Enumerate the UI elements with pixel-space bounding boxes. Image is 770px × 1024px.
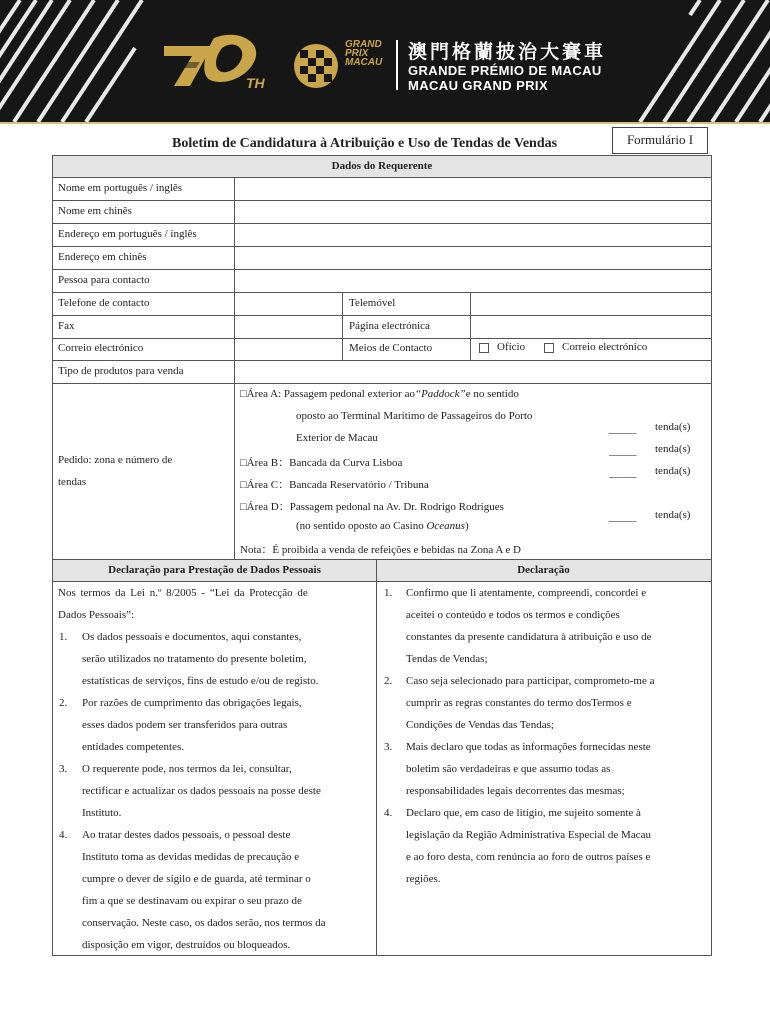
privacy-item-line: disposição em vigor, destruídos ou bloqueados. [82,939,291,951]
declaration-item-num: 3. [384,741,393,753]
declaration-item-line: boletim são verdadeiras e que assumo todas as [406,763,611,775]
privacy-item-line: conservação. Neste caso, os dados serão, nos termos da [82,917,326,929]
privacy-item-line: fim a que se destinavam ou expirar o seu prazo de [82,895,302,907]
label-fax: Fax [58,320,75,332]
privacy-item-line: serão utilizados no tratamento do presente boletim, [82,653,307,665]
label-contact-person: Pessoa para contacto [58,274,150,286]
tent-count-blank-a[interactable]: _____ [609,423,637,435]
label-request-line1: Pedido: zona e número de [58,454,173,466]
header-accent-line [0,122,770,124]
applicant-section-title: Dados do Requerente [331,160,433,172]
tent-unit-c: tenda(s) [655,465,691,477]
privacy-item-num: 1. [59,631,68,643]
tent-unit-a: tenda(s) [655,421,691,433]
declaration-item-num: 1. [384,587,393,599]
declaration-item-line: Caso seja selecionado para participar, comprometo-me a [406,675,655,687]
area-a-line3: Exterior de Macau [296,432,378,444]
declaration-item-line: Declaro que, em caso de litígio, me sujeito somente à [406,807,641,819]
declaration-item-line: responsabilidades legais decorrentes das mesmas; [406,785,625,797]
checkbox-email[interactable] [544,343,554,353]
70th-anniversary-logo [160,32,285,94]
privacy-item-line: rectificar e actualizar os dados pessoais na posse deste [82,785,321,797]
declaration-item-line: Mais declaro que todas as informações fornecidas neste [406,741,651,753]
checkered-flag-logo [292,42,344,90]
privacy-item-line: O requerente pode, nos termos da lei, consultar, [82,763,292,775]
label-name-pt-en: Nome em português / inglês [58,182,183,194]
privacy-item-num: 4. [59,829,68,841]
privacy-item-line: Instituto. [82,807,122,819]
privacy-item-num: 3. [59,763,68,775]
label-webpage: Página electrónica [349,320,430,332]
form-id-box: Formulário I [612,127,708,154]
privacy-item-line: Instituto toma as devidas medidas de precaução e [82,851,300,863]
tent-count-blank-c[interactable]: _____ [609,467,637,479]
tent-unit-b: tenda(s) [655,443,691,455]
privacy-title: Declaração para Prestação de Dados Pessoais [108,564,321,576]
area-c[interactable]: □Área C：Bancada Reservatório / Tribuna [240,479,429,491]
form-title: Boletim de Candidatura à Atribuição e Uso de Tendas de Vendas [172,136,558,151]
privacy-item-line: entidades competentes. [82,741,185,753]
declaration-item-num: 4. [384,807,393,819]
area-d-line1[interactable]: □Área D：Passagem pedonal na Av. Dr. Rodrigo Rodrigues [240,501,504,513]
area-a-line1[interactable]: □Área A: Passagem pedonal exterior ao“Paddock”e no sentido [240,388,519,400]
privacy-item-line: Por razões de cumprimento das obrigações legais, [82,697,302,709]
tent-count-blank-b[interactable]: _____ [609,445,637,457]
privacy-intro-line1: Nos termos da Lei n.º 8/2005 - “Lei da Protecção de [58,587,308,599]
declaration-item-line: Condições de Vendas das Tendas; [406,719,554,731]
declaration-item-line: regiões. [406,873,441,885]
label-contact-means: Meios de Contacto [349,342,433,354]
area-d-line2: (no sentido oposto ao Casino Oceanus) [296,520,469,532]
option-office-label: Ofício [497,341,526,353]
header-divider [396,40,398,90]
privacy-item-line: estatísticas de serviços, fins de estudo e/ou de registo. [82,675,319,687]
declaration-item-line: Confirmo que li atentamente, compreendi, concordei e [406,587,647,599]
tent-unit-d: tenda(s) [655,509,691,521]
privacy-item-num: 2. [59,697,68,709]
event-title-english: MACAU GRAND PRIX [408,78,549,93]
label-product-type: Tipo de produtos para venda [58,365,184,377]
grand-prix-logo-text: GRAND PRIX MACAU [345,39,383,68]
privacy-item-line: cumpre o dever de sigilo e de guarda, até terminar o [82,873,311,885]
declaration-item-num: 2. [384,675,393,687]
privacy-item-line: esses dados podem ser transferidos para outras [82,719,288,731]
label-address-zh: Endereço em chinês [58,251,147,263]
declaration-item-line: constantes da presente candidatura à atribuição e uso de [406,631,652,643]
declaration-item-line: cumprir as regras constantes do termo dosTermos e [406,697,632,709]
declaration-item-line: legislação da Região Administrativa Especial de Macau [406,829,651,841]
area-b[interactable]: □Área B：Bancada da Curva Lisboa [240,457,403,469]
header-banner [0,0,770,122]
area-note: Nota：É proibida a venda de refeições e bebidas na Zona A e D [240,544,522,556]
diagonal-stripes-decoration [0,0,770,122]
label-request-line2: tendas [58,476,87,488]
label-mobile: Telemóvel [349,297,396,309]
area-a-line2: oposto ao Terminal Marítimo de Passageiros do Porto [296,410,533,422]
privacy-intro-line2: Dados Pessoais”: [58,609,135,621]
label-phone: Telefone de contacto [58,297,150,309]
label-email: Correio electrónico [58,342,144,354]
label-address-pt-en: Endereço em português / inglês [58,228,197,240]
tent-count-blank-d[interactable]: _____ [609,511,637,523]
declaration-item-line: aceitei o conteúdo e todos os termos e condições [406,609,620,621]
event-title-portuguese: GRANDE PRÉMIO DE MACAU [408,63,602,78]
declaration-title: Declaração [517,564,570,576]
checkbox-office[interactable] [479,343,489,353]
label-name-zh: Nome em chinês [58,205,132,217]
event-title-chinese: 澳門格蘭披治大賽車 [408,41,607,63]
privacy-item-line: Ao tratar destes dados pessoais, o pessoal deste [82,829,291,841]
anniversary-suffix: TH [246,75,265,91]
declaration-item-line: e ao foro desta, com renúncia ao foro de outros países e [406,851,651,863]
privacy-item-line: Os dados pessoais e documentos, aqui constantes, [82,631,302,643]
option-email-label: Correio electrónico [562,341,648,353]
declaration-item-line: Tendas de Vendas; [406,653,488,665]
